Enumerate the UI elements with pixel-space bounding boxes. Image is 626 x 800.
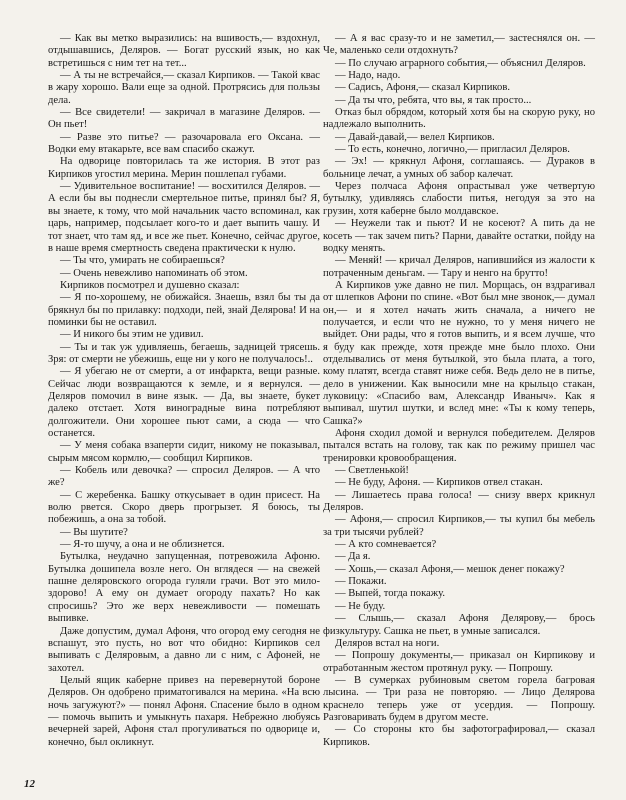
paragraph: — Меняй! — кричал Деляров, напившийся из жалости к потраченным деньгам. — Тару и ненго на брутто! — [323, 255, 595, 279]
paragraph: — Слышь,— сказал Афоня Делярову,— брось физкультуру. Сашка не пьет, в умные записался. — [323, 613, 595, 637]
paragraph: — Садись, Афоня,— сказал Кирпиков. — [335, 82, 510, 94]
paragraph: — Я по-хорошему, не обижайся. Знаешь, взял бы ты да брякнул бы по прилавку: подходи, пей, знай Делярова! И на поминки бы не оставил. — [48, 292, 320, 328]
paragraph: — Афоня,— спросил Кирпиков,— ты купил бы мебель за три тысячи рублей? — [323, 514, 595, 538]
paragraph: — Неужели так и пьют? И не косеют? А пить да не косеть — так зачем пить? Парни, давайте остатки, пойду на водку менять. — [323, 218, 595, 254]
paragraph: — Светленькой! — [335, 465, 409, 477]
paragraph: На одворице повторилась та же история. В этот раз Кирпиков угостил мерина. Мерин пошлепал губами. — [48, 156, 320, 180]
paragraph: — Покажи. — [335, 576, 387, 588]
paragraph: А Кирпиков уже давно не пил. Морщась, он вздрагивал от шлепков Афони по спине. «Вот был мне звонок,— думал он,— и я хотел начать жить сначала, а ничего не получается, и если что не нужно, то у меня ничего не выйдет. Они рады, что я готов выпить, и я всем лучше, что я буду как прежде, хотя прежде мне было плохо. Они отделывались от меня бутылкой, это была плата, а того, кому платят, всегда ставят ниже себя. Ведь дело не в питье, дело в унижении. Как выносили мне на крыльцо стакан, луковицу: «Спасибо вам, Александр Иваныч». Как я выпивал, шутил шутки, и вслед мне: «Ты к кому теперь, Сашка?» — [323, 279, 595, 427]
paragraph: — Не буду, Афоня. — Кирпиков отвел стакан. — [335, 477, 543, 489]
paragraph: — Я-то шучу, а она и не облизнется. — [60, 539, 225, 551]
paragraph: — Эх! — крякнул Афоня, соглашаясь. — Дураков в больнице лечат, а умных об забор калечат. — [323, 156, 595, 180]
paragraph: — Выпей, тогда покажу. — [335, 588, 445, 600]
paragraph: — А кто сомневается? — [335, 539, 437, 551]
paragraph: Деляров встал на ноги. — [335, 637, 440, 649]
paragraph: Афоня сходил домой и вернулся победителем. Деляров пытался встать на голову, так как по режиму пришел час тренировки кровообращения. — [323, 428, 595, 464]
paragraph: — Попрошу документы,— приказал он Кирпикову и отработанным жестом протянул руку. — Попрошу. — [323, 650, 595, 674]
paragraph: Даже допустим, думал Афоня, что огород ему сегодня не вспашут, это пусть, но вот что обидно: Кирпиков сел выпивать с Деляровым, а давно ли с ним, с Афоней, не захотел. — [48, 625, 320, 674]
paragraph: — А ты не встречайся,— сказал Кирпиков. — Такой квас в жару хорошо. Вали еще за одной. Протрясись для пользы дела. — [48, 70, 320, 106]
paragraph: — А я вас сразу-то и не заметил,— застеснялся он. — Че, маленько сели отдохнуть? — [323, 33, 595, 57]
paragraph: — Ты и так уж удивляешь, бегаешь, задницей трясешь. Зря: от смерти не убежишь, еще ни у кого не получалось!.. — [48, 341, 320, 365]
paragraph: — То есть, конечно, логично,— пригласил Деляров. — [335, 144, 570, 156]
paragraph: — У меня собака взаперти сидит, никому не показывал, сырым мясом кормлю,— сообщил Кирпиков. — [48, 440, 320, 464]
paragraph: — Как вы метко выразились: на вшивость,— вздохнул, отдышавшись, Деляров. — Богат русский язык, но как встретишься с ним тет на тет... — [48, 33, 320, 69]
paragraph: — По случаю аграрного события,— объяснил Деляров. — [335, 57, 586, 69]
paragraph: — Очень невежливо напоминать об этом. — [60, 267, 248, 279]
paragraph: — Давай-давай,— велел Кирпиков. — [335, 131, 495, 143]
right-text-column — [323, 33, 595, 749]
paragraph: — Да ты что, ребята, что вы, я так просто... — [335, 94, 532, 106]
paragraph: Отказ был обрядом, который хотя бы на скорую руку, но надлежало выполнить. — [323, 107, 595, 131]
paragraph: — Я убегаю не от смерти, а от инфаркта, вещи разные. Сейчас люди возвращаются к земле, и я вернулся. — Деляров помочил в вине язык. — Да, вы знаете, букет далеко отстает. Хотя виноградные вина потребляют долгожители. Они хорошее пьют сами, а сюда — что останется. — [48, 366, 320, 439]
left-text-column — [48, 33, 320, 749]
paragraph: — И никого бы этим не удивил. — [60, 329, 204, 341]
paragraph: — Да я. — [335, 551, 371, 563]
paragraph: — Разве это питье? — разочаровала его Оксана. — Водки ему втакарьте, все вам спасибо скажут. — [48, 131, 320, 156]
paragraph: — В сумерках рубиновым светом горела багровая лысина. — Три раза не повторяю. — Лицо Делярова краснело теперь уже от усердия. — Попрошу. Разговаривать будем в другом месте. — [323, 674, 595, 723]
paragraph: — Лишаетесь права голоса! — снизу вверх крикнул Деляров. — [323, 489, 595, 514]
paragraph: — Не буду. — [335, 600, 386, 612]
page-number: 12 — [24, 778, 35, 790]
paragraph: — Кобель или девочка? — спросил Деляров. — А что же? — [48, 465, 320, 489]
paragraph: Целый ящик каберне привез на перевернутой бороне Деляров. Он одобрено приматогивался на мерина. «На всю ночь загужуют?» — понял Афоня. Спасение было в одном — помочь выпить и умыкнуть пахаря. Небрежно любуясь вечерней зарей, Афоня стал прогуливаться по одворице и, конечно, был окликнут. — [48, 674, 320, 748]
paragraph: — Со стороны кто бы зафотографировал,— сказал Кирпиков. — [323, 724, 595, 748]
paragraph: — Хошь,— сказал Афоня,— мешок денег покажу? — [335, 563, 565, 575]
paragraph: — Вы шутите? — [60, 526, 128, 538]
paragraph: — Удивительное воспитание! — восхитился Деляров. — А если бы вы поднесли смертельное питье, принял бы? Я, вы знаете, к тому, что мой начальник часто вспоминал, как царь, например, подсылает кого-то и дает выпить чашу. И тот знает, что там яд, и все же пьет. Конечно, сейчас другое, в наше время смертность сведена практически к нулю. — [48, 181, 320, 254]
paragraph: — Надо, надо. — [335, 70, 401, 82]
paragraph: Бутылка, неудачно запущенная, потревожила Афоню. Бутылка дошипела возле него. Он вглядеся — на свежей пашне деляровского огорода гуляли грачи. Вот это мило-здорово! А ему он думает огороду пахать? Но как спросишь? Это же верх невежливости — помешать выпивке. — [48, 551, 320, 625]
paragraph: — Ты что, умирать не собираешься? — [60, 255, 225, 267]
paragraph: Через полчаса Афоня опрастывал уже четвертую бутылку, удивляясь слабости питья, негодуя за это на грузин, хотя каберне было молдавское. — [323, 181, 595, 217]
paragraph: Кирпиков посмотрел и душевно сказал: — [60, 279, 240, 291]
paragraph: — Все свидетели! — закричал в магазине Деляров. — Он пьет! — [48, 107, 320, 131]
paragraph: — С жеребенка. Башку откусывает в один присест. На волю рвется. Скоро дверь прогрызет. Я боюсь, ты побежишь, а она за тобой. — [48, 489, 320, 526]
